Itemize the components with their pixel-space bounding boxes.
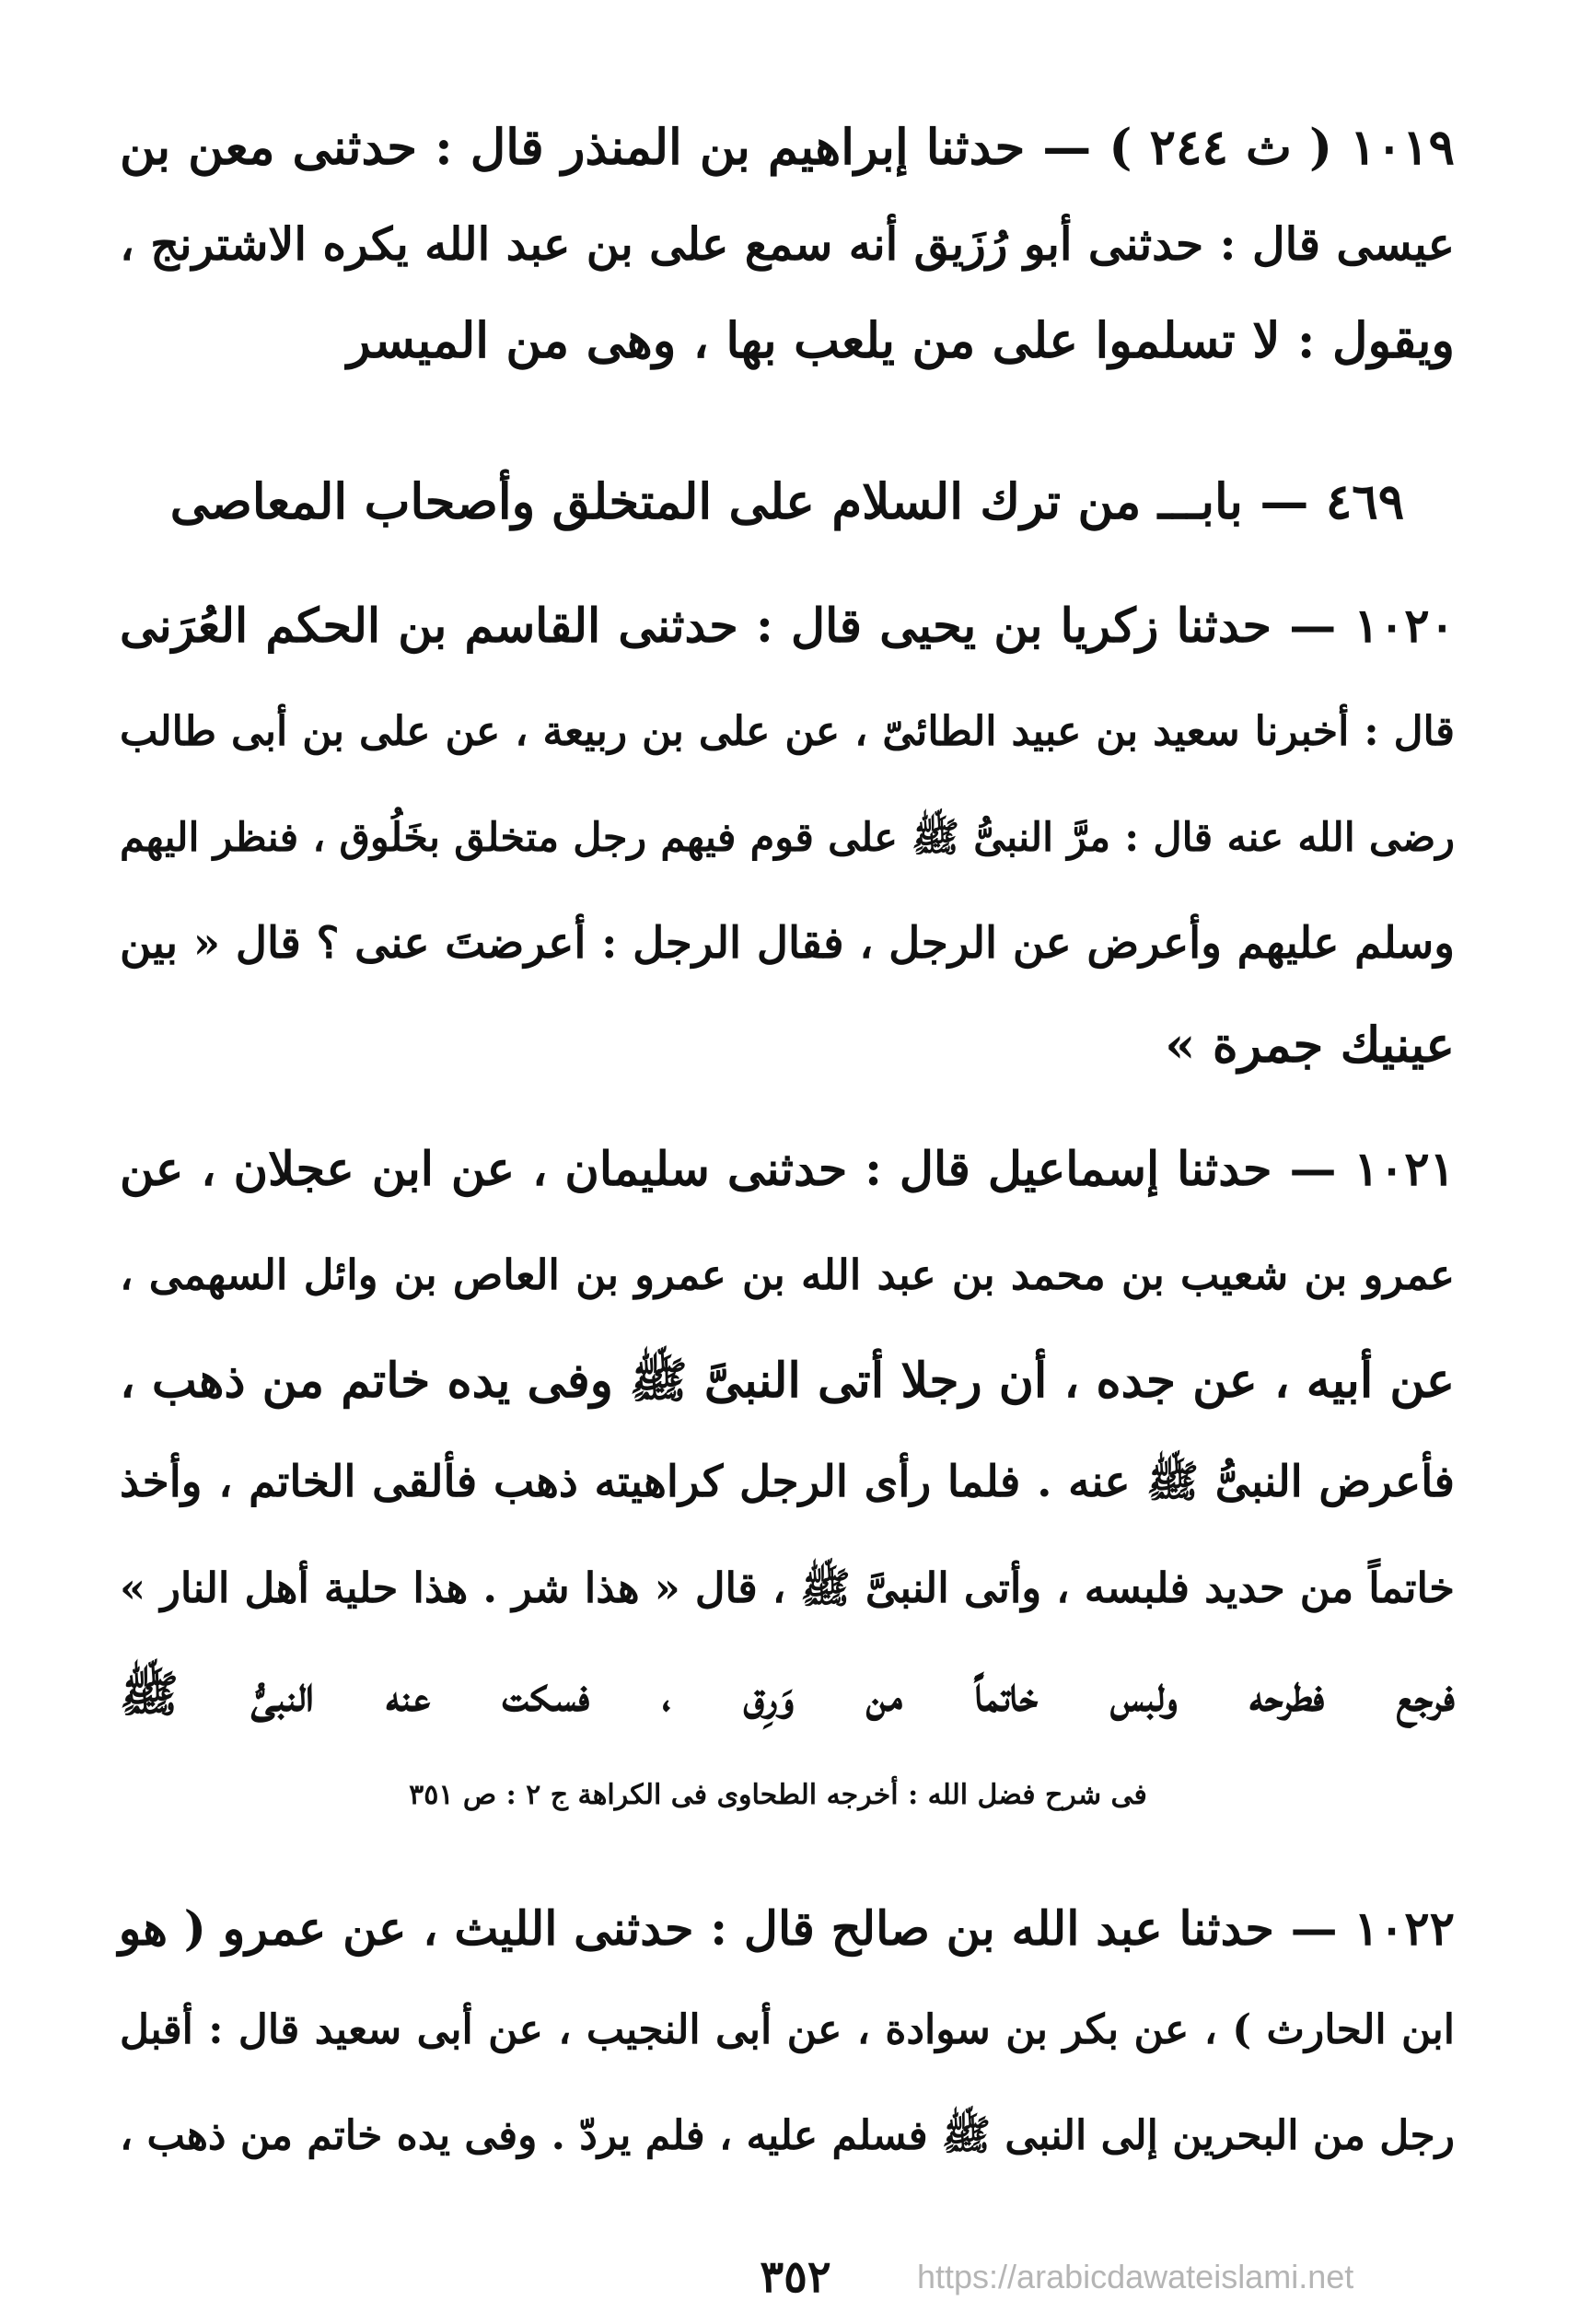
hadith-1020-line-5: عينيك جمرة » <box>1165 1017 1455 1074</box>
hadith-1022-line-2: ابن الحارث ) ، عن بكر بن سوادة ، عن أبى النجيب ، عن أبى سعيد قال : أقبل <box>120 2006 1455 2053</box>
watermark-url: https://arabicdawateislami.net <box>917 2258 1354 2295</box>
hadith-1020-line-1: ١٠٢٠ — حدثنا زكريا بن يحيى قال : حدثنى القاسم بن الحكم العُرَنى <box>120 598 1455 654</box>
hadith-1020-line-4: وسلم عليهم وأعرض عن الرجل ، فقال الرجل : أعرضتَ عنى ؟ قال « بين <box>120 918 1455 969</box>
hadith-1021-line-3: عن أبيه ، عن جده ، أن رجلا أتى النبىَّ ﷺ وفى يده خاتم من ذهب ، <box>120 1353 1455 1409</box>
hadith-1019-line-1: ١٠١٩ ( ث ٢٤٤ ) — حدثنا إبراهيم بن المنذر قال : حدثنى معن بن <box>120 119 1456 176</box>
hadith-1019-line-3: ويقول : لا تسلموا على من يلعب بها ، وهى من الميسر <box>346 312 1455 369</box>
hadith-1021-line-5: خاتماً من حديد فلبسه ، وأتى النبىَّ ﷺ ، قال « هذا شر . هذا حلية أهل النار » <box>120 1563 1455 1612</box>
hadith-1019-line-2: عيسى قال : حدثنى أبو رُزَيق أنه سمع على بن عبد الله يكره الاشترنج ، <box>120 217 1455 271</box>
hadith-1020-line-3: رضى الله عنه قال : مرَّ النبىُّ ﷺ على قوم فيهم رجل متخلق بخَلُوق ، فنظر اليهم <box>120 815 1455 861</box>
page-number: ٣٥٢ <box>760 2251 831 2303</box>
hadith-1022-line-1: ١٠٢٢ — حدثنا عبد الله بن صالح قال : حدثنى الليث ، عن عمرو ( هو <box>118 1901 1455 1957</box>
hadith-1020-line-2: قال : أخبرنا سعيد بن عبيد الطائىّ ، عن على بن ربيعة ، عن على بن أبى طالب <box>120 708 1455 755</box>
hadith-1021-line-2: عمرو بن شعيب بن محمد بن عبد الله بن عمرو بن العاص بن وائل السهمى ، <box>120 1250 1455 1299</box>
footnote: فى شرح فضل الله : أخرجه الطحاوى فى الكراهة ج ٢ : ص ٣٥١ <box>409 1779 1147 1811</box>
chapter-469-heading: ٤٦٩ — بابـــ من ترك السلام على المتخلق وأصحاب المعاصى <box>169 473 1405 530</box>
book-page <box>120 0 1455 2324</box>
hadith-1021-line-6: فرجع فطرحه ولبس خاتماً من وَرِق ، فسكت عنه النبىُّ ﷺ <box>120 1666 1455 1723</box>
hadith-1022-line-3: رجل من البحرين إلى النبى ﷺ فسلم عليه ، فلم يردّ . وفى يده خاتم من ذهب ، <box>120 2112 1455 2159</box>
hadith-1021-line-1: ١٠٢١ — حدثنا إسماعيل قال : حدثنى سليمان ، عن ابن عجلان ، عن <box>120 1142 1455 1197</box>
hadith-1021-line-4: فأعرض النبىُّ ﷺ عنه . فلما رأى الرجل كراهيته ذهب فألقى الخاتم ، وأخذ <box>120 1457 1455 1507</box>
